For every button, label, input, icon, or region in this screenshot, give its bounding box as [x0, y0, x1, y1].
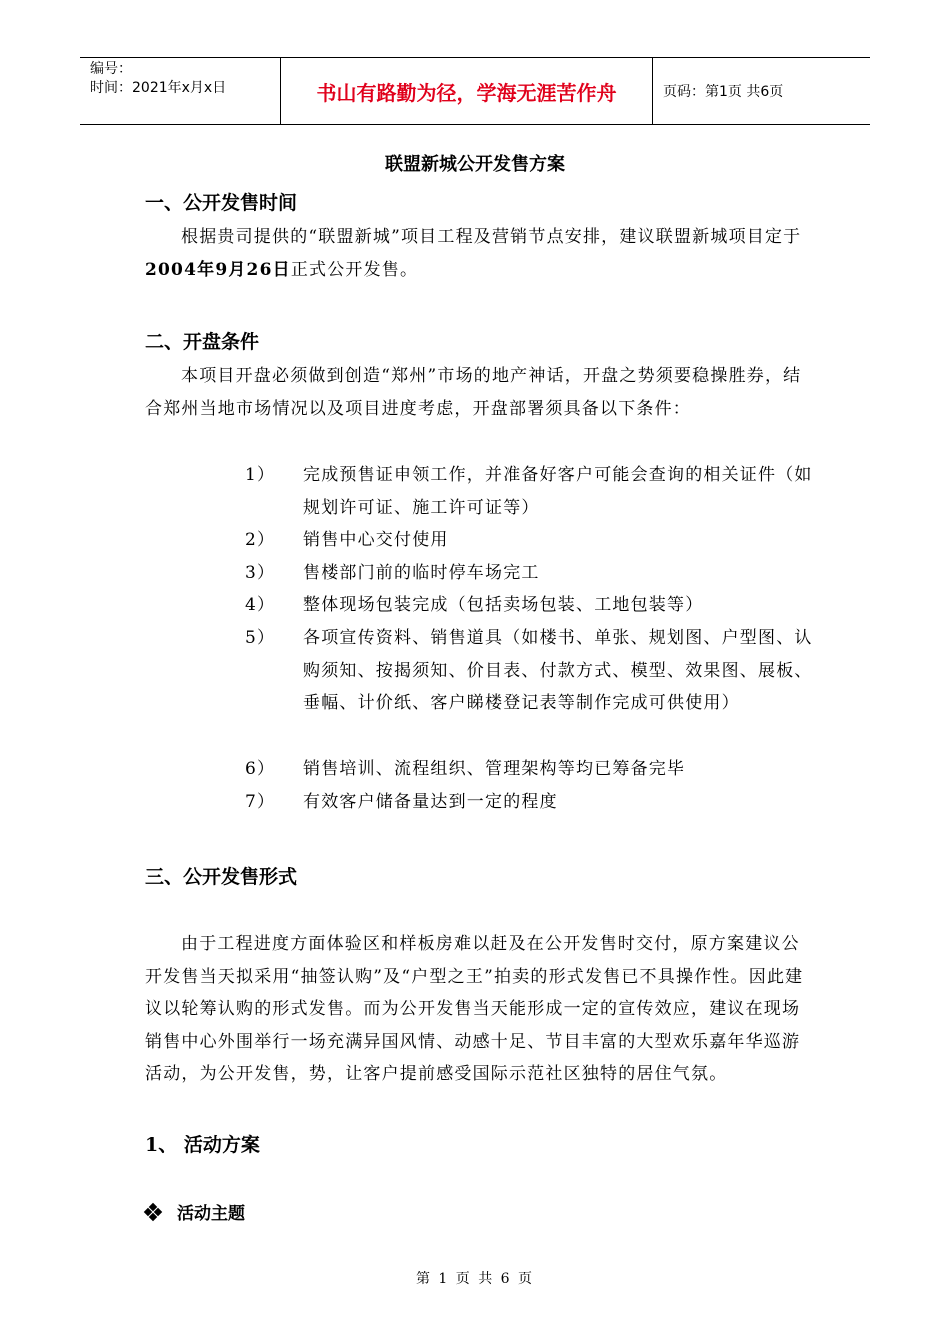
header-left-cell — [80, 58, 281, 124]
section2-heading: 二、开盘条件 — [145, 331, 260, 353]
condition-item — [245, 622, 820, 720]
bullet-text: 活动主题 — [177, 1204, 245, 1224]
section1-date: 2004年9月26日 — [145, 259, 291, 280]
condition-number: 6） — [245, 759, 276, 779]
condition-item — [245, 524, 820, 557]
condition-text: 售楼部门前的临时停车场完工 — [303, 563, 540, 583]
condition-item — [245, 753, 820, 786]
page-footer: 第 1 页 共 6 页 — [415, 1271, 535, 1287]
document-title: 联盟新城公开发售方案 — [385, 154, 565, 175]
condition-number: 1） — [245, 465, 276, 485]
section1-paragraph — [145, 221, 809, 286]
condition-item — [245, 589, 820, 622]
condition-item — [245, 459, 820, 524]
condition-text: 销售培训、流程组织、管理架构等均已筹备完毕 — [303, 759, 686, 779]
bullet-item — [145, 1199, 245, 1224]
section3-subheading: 1、 活动方案 — [145, 1134, 260, 1156]
condition-number: 4） — [245, 595, 276, 615]
header-page-info: 页码：第1页 共6页 — [663, 84, 784, 100]
condition-text: 整体现场包装完成（包括卖场包装、工地包装等） — [303, 595, 704, 615]
section3-heading: 三、公开发售形式 — [145, 866, 298, 888]
condition-number: 7） — [245, 792, 276, 812]
header-motto: 书山有路勤为径，学海无涯苦作舟 — [281, 58, 653, 124]
diamond-bullet-icon — [145, 1204, 161, 1220]
header-number-label: 编号： — [90, 61, 132, 77]
condition-text: 各项宣传资料、销售道具（如楼书、单张、规划图、户型图、认购须知、按揭须知、价目表、付款方式、模型、效果图、展板、垂幅、计价纸、客户睇楼登记表等制作完成可供使用） — [303, 628, 813, 713]
condition-text: 有效客户储备量达到一定的程度 — [303, 792, 558, 812]
condition-text: 完成预售证申领工作，并准备好客户可能会查询的相关证件（如规划许可证、施工许可证等） — [303, 465, 813, 518]
header-time-label: 时间：2021年x月x日 — [90, 80, 227, 96]
section1-heading: 一、公开发售时间 — [145, 192, 298, 214]
condition-number: 5） — [245, 628, 276, 648]
condition-text: 销售中心交付使用 — [303, 530, 449, 550]
header-table — [80, 57, 870, 125]
section1-text-a: 根据贵司提供的“联盟新城”项目工程及营销节点安排，建议联盟新城项目定于 — [181, 227, 802, 247]
condition-number: 3） — [245, 563, 276, 583]
condition-item — [245, 786, 820, 819]
section3-paragraph: 由于工程进度方面体验区和样板房难以赶及在公开发售时交付，原方案建议公开发售当天拟采用“抽签认购”及“户型之王”拍卖的形式发售已不具操作性。因此建议以轮筹认购的形式发售。而为公开发售当天能形成一定的宣传效应，建议在现场销售中心外围举行一场充满异国风情、动感十足、节目丰富的大型欢乐嘉年华巡游活动，为公开发售，势，让客户提前感受国际示范社区独特的居住气氛。 — [145, 934, 804, 1084]
section2-intro: 本项目开盘必须做到创造“郑州”市场的地产神话，开盘之势须要稳操胜券，结合郑州当地市场情况以及项目进度考虑，开盘部署须具备以下条件： — [145, 366, 802, 419]
condition-number: 2） — [245, 530, 276, 550]
section1-text-b: 正式公开发售。 — [290, 259, 419, 280]
condition-item — [245, 557, 820, 590]
